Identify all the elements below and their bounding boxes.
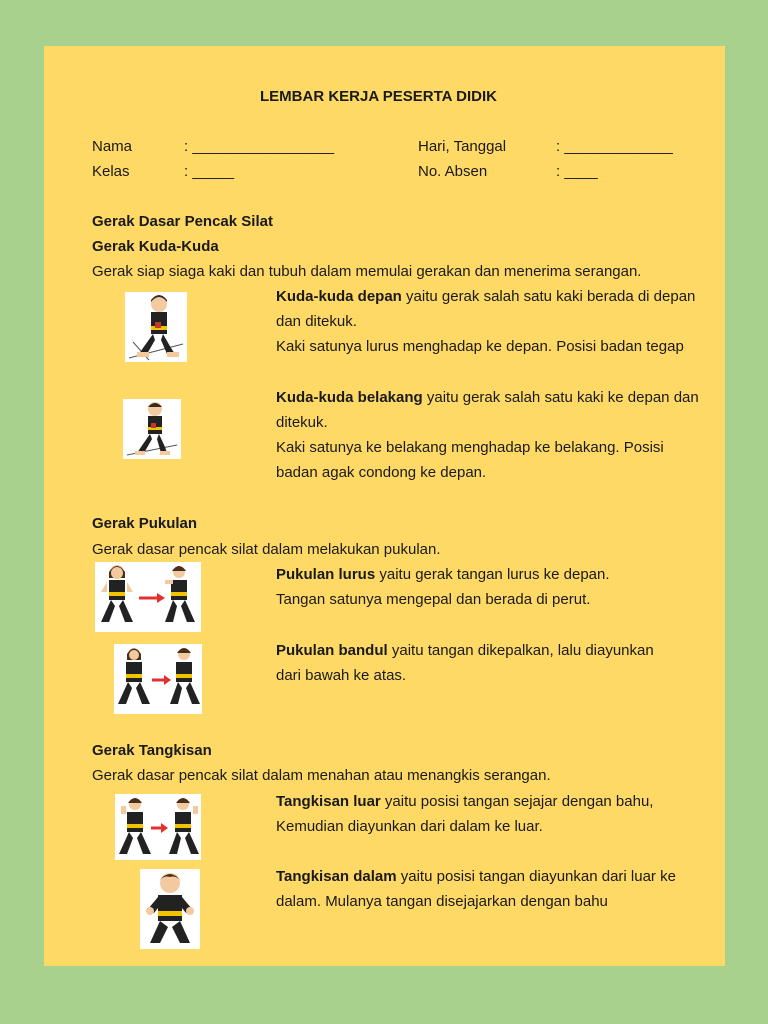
- kuda-kuda-intro: Gerak siap siaga kaki dan tubuh dalam memulai gerakan dan menerima serangan.: [92, 263, 642, 280]
- tangkisan-heading: Gerak Tangkisan: [92, 742, 212, 759]
- kuda-kuda-belakang-line2: ditekuk.: [276, 414, 328, 431]
- nama-label: Nama: [92, 138, 133, 155]
- kuda-kuda-belakang-text: [276, 385, 726, 485]
- tangkisan-dalam-line1: yaitu posisi tangan diayunkan dari luar ke: [396, 868, 676, 885]
- hari-tanggal-field: : _____________: [556, 138, 673, 155]
- kuda-kuda-belakang-figure-icon: [123, 399, 181, 459]
- tangkisan-dalam-figure-icon: [140, 869, 200, 949]
- pukulan-bandul-figure-icon: [114, 644, 202, 714]
- kuda-kuda-belakang-line1: yaitu gerak salah satu kaki ke depan dan: [422, 389, 699, 406]
- pukulan-lurus-term: Pukulan lurus: [276, 566, 376, 583]
- nama-field: : _________________: [184, 138, 335, 155]
- pukulan-lurus-text: [276, 562, 726, 612]
- tangkisan-luar-term: Tangkisan luar: [276, 793, 381, 810]
- pukulan-intro: Gerak dasar pencak silat dalam melakukan pukulan.: [92, 541, 441, 558]
- pukulan-heading: Gerak Pukulan: [92, 515, 198, 532]
- tangkisan-dalam-text: [276, 864, 726, 914]
- pukulan-bandul-line2: dari bawah ke atas.: [276, 667, 407, 684]
- tangkisan-luar-figure-icon: [115, 794, 201, 860]
- kuda-kuda-depan-line1: yaitu gerak salah satu kaki berada di depan: [401, 288, 696, 305]
- kuda-kuda-depan-term: Kuda-kuda depan: [276, 288, 402, 305]
- pukulan-bandul-term: Pukulan bandul: [276, 642, 388, 659]
- hari-tanggal-label: Hari, Tanggal: [418, 138, 507, 155]
- tangkisan-luar-line2: Kemudian diayunkan dari dalam ke luar.: [276, 818, 543, 835]
- kuda-kuda-depan-line3: Kaki satunya lurus menghadap ke depan. Posisi badan tegap: [276, 338, 684, 355]
- absen-label: No. Absen: [418, 163, 488, 180]
- kelas-field: : _____: [184, 163, 235, 180]
- kuda-kuda-belakang-line4: badan agak condong ke depan.: [276, 464, 487, 481]
- tangkisan-dalam-term: Tangkisan dalam: [276, 868, 397, 885]
- kuda-kuda-depan-figure-icon: [125, 292, 187, 362]
- worksheet-title: LEMBAR KERJA PESERTA DIDIK: [260, 88, 497, 105]
- tangkisan-luar-text: [276, 789, 726, 839]
- worksheet-page: [44, 46, 725, 966]
- tangkisan-intro: Gerak dasar pencak silat dalam menahan atau menangkis serangan.: [92, 767, 551, 784]
- pukulan-bandul-text: [276, 638, 726, 688]
- absen-field: : ____: [556, 163, 598, 180]
- kuda-kuda-belakang-term: Kuda-kuda belakang: [276, 389, 423, 406]
- tangkisan-luar-line1: yaitu posisi tangan sejajar dengan bahu,: [380, 793, 654, 810]
- kuda-kuda-heading: Gerak Kuda-Kuda: [92, 238, 219, 255]
- kuda-kuda-depan-line2: dan ditekuk.: [276, 313, 357, 330]
- kelas-label: Kelas: [92, 163, 130, 180]
- section-heading-main: Gerak Dasar Pencak Silat: [92, 213, 273, 230]
- pukulan-lurus-line2: Tangan satunya mengepal dan berada di perut.: [276, 591, 591, 608]
- pukulan-bandul-line1: yaitu tangan dikepalkan, lalu diayunkan: [387, 642, 654, 659]
- kuda-kuda-belakang-line3: Kaki satunya ke belakang menghadap ke belakang. Posisi: [276, 439, 664, 456]
- tangkisan-dalam-line2: dalam. Mulanya tangan disejajarkan dengan bahu: [276, 893, 608, 910]
- pukulan-lurus-figure-icon: [95, 562, 201, 632]
- kuda-kuda-depan-text: [276, 284, 726, 359]
- pukulan-lurus-line1: yaitu gerak tangan lurus ke depan.: [375, 566, 610, 583]
